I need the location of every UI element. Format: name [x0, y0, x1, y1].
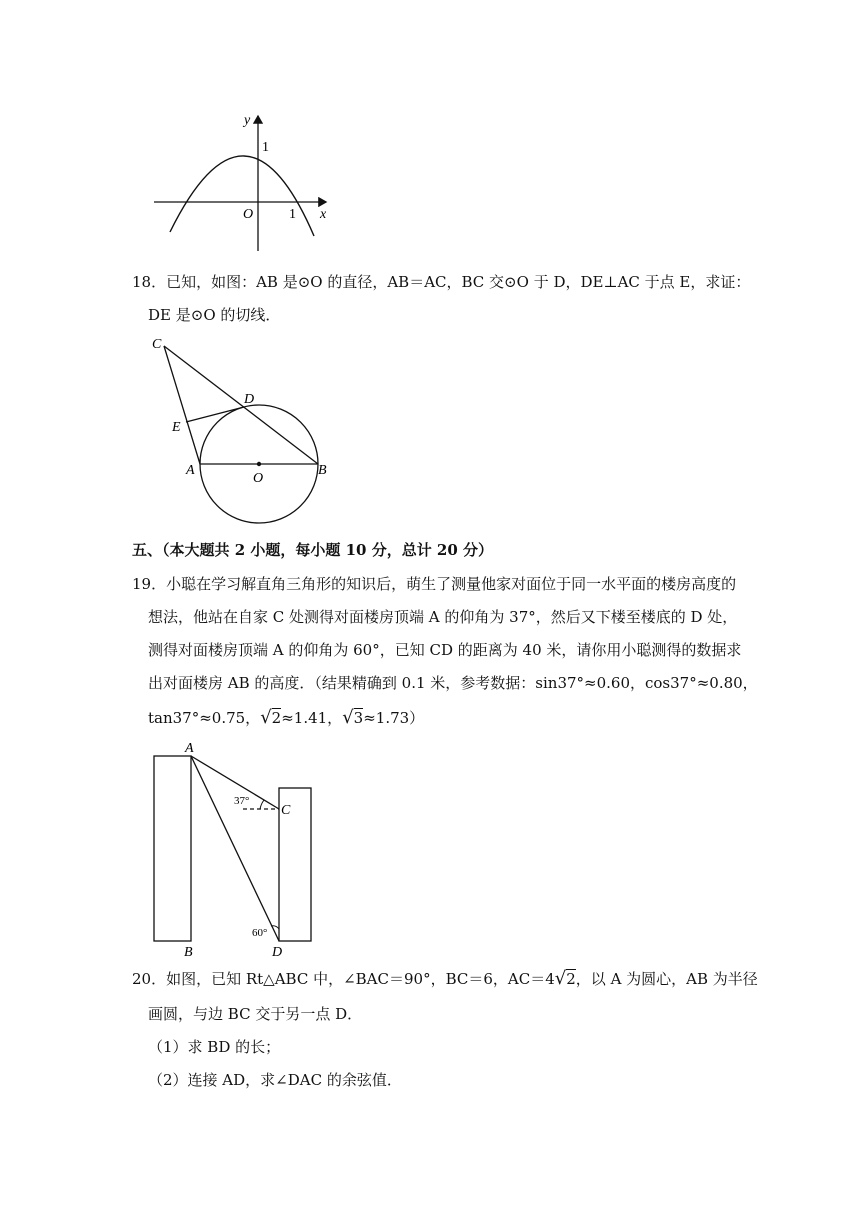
origin-label: O: [243, 207, 254, 222]
building-ab: [154, 756, 191, 941]
point-d-label: D: [272, 945, 283, 960]
sqrt-sign: √: [260, 707, 272, 728]
q20-line-1-post: ，以 A 为圆心，AB 为半径: [575, 970, 758, 988]
q19-line-1: 19．小聪在学习解直角三角形的知识后，萌生了测量他家对面位于同一水平面的楼房高度的: [132, 575, 737, 593]
sqrt3-radicand: 3: [353, 709, 364, 727]
sqrt2-radicand: 2: [566, 970, 576, 988]
point-a-label: A: [185, 741, 194, 756]
q19-line-5: [148, 708, 424, 728]
point-b-label: B: [184, 945, 193, 960]
parabola-figure: [148, 108, 338, 256]
sqrt-sign: √: [554, 968, 567, 989]
q20-part-1: （1）求 BD 的长；: [148, 1038, 281, 1056]
q19-sqrt3-value: ≈1.73）: [363, 709, 425, 727]
segment-cb: [164, 346, 318, 464]
point-o-label: O: [253, 471, 264, 486]
x-intercept-label: 1: [289, 207, 296, 222]
q18-line-2: DE 是⊙O 的切线．: [148, 306, 281, 324]
y-axis-label: y: [244, 113, 251, 128]
angle-37-label: 37°: [234, 795, 250, 807]
q19-line-3: 测得对面楼房顶端 A 的仰角为 60°，已知 CD 的距离为 40 米，请你用小聪测得的数据求: [148, 641, 742, 659]
q20-part-2: （2）连接 AD，求∠DAC 的余弦值．: [148, 1071, 402, 1089]
segment-de: [186, 407, 244, 422]
segment-ad: [191, 756, 279, 941]
segment-ca: [164, 346, 200, 464]
q20-line-1-pre: 20．如图，已知 Rt△ABC 中，∠BAC＝90°，BC＝6，AC＝4: [132, 970, 555, 988]
center-point: [257, 462, 261, 466]
q19-tan-value: tan37°≈0.75，: [148, 709, 261, 727]
point-d-label: D: [244, 392, 255, 407]
y-intercept-label: 1: [262, 140, 269, 155]
point-c-label: C: [152, 337, 162, 352]
buildings-figure: [148, 738, 328, 960]
angle-60-label: 60°: [252, 927, 268, 939]
point-a-label: A: [186, 463, 195, 478]
q19-line-4: 出对面楼房 AB 的高度．（结果精确到 0.1 米，参考数据：sin37°≈0.60，cos37°≈0.80，: [148, 674, 758, 692]
point-e-label: E: [172, 420, 181, 435]
section-heading: 五、（本大题共 2 小题，每小题 10 分，总计 20 分）: [132, 541, 494, 559]
q19-line-2: 想法，他站在自家 C 处测得对面楼房顶端 A 的仰角为 37°，然后又下楼至楼底的 D 处，: [148, 608, 738, 626]
x-axis-label: x: [320, 207, 327, 222]
sqrt2-radicand: 2: [271, 709, 282, 727]
q20-line-1: [132, 969, 758, 989]
angle-37-arc: [260, 800, 264, 809]
parabola-curve: [170, 156, 314, 236]
circle-tangent-figure: [148, 332, 348, 528]
point-c-label: C: [281, 803, 291, 818]
q18-line-1: 18．已知，如图：AB 是⊙O 的直径，AB＝AC，BC 交⊙O 于 D，DE⊥AC 于点 E，求证：: [132, 273, 751, 291]
sqrt-sign: √: [342, 707, 354, 728]
point-b-label: B: [318, 463, 327, 478]
q19-sqrt2-value: ≈1.41，: [281, 709, 343, 727]
q20-line-2: 画圆，与边 BC 交于另一点 D．: [148, 1005, 363, 1023]
